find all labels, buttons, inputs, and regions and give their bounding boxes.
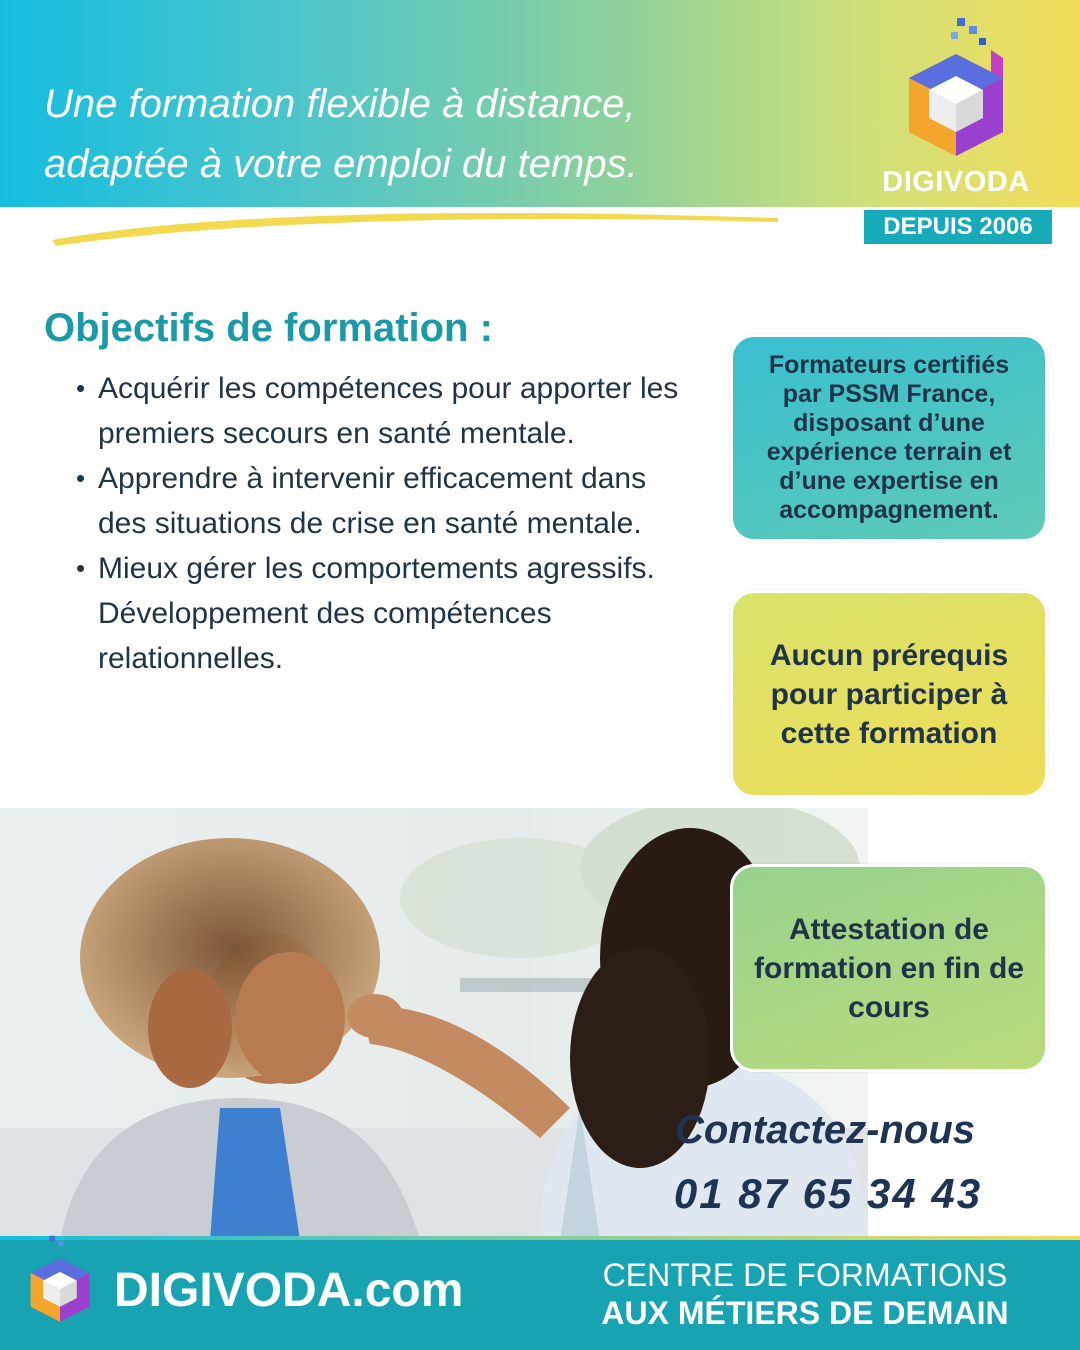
- certificate-info-box: [730, 864, 1048, 1072]
- certificate-info-text: Attestation de formation en fin de cours: [754, 912, 1024, 1024]
- tagline-line-1: Une formation flexible à distance,: [44, 82, 636, 126]
- trainers-info-text: Formateurs certifiés par PSSM France, disposant d’une expérience terrain et d’une expertise en accompagnement.: [766, 351, 1012, 524]
- brand-since-badge: DEPUIS 2006: [864, 210, 1052, 244]
- bullet-icon: •: [76, 463, 86, 493]
- digivoda-footer-logo-icon: [22, 1232, 98, 1328]
- list-item: [76, 456, 696, 546]
- tagline-line-2: adaptée à votre emploi du temps.: [44, 142, 638, 186]
- footer-website-link[interactable]: DIGIVODA.com: [114, 1264, 464, 1317]
- bullet-icon: •: [76, 553, 86, 583]
- objectives-title: Objectifs de formation :: [44, 306, 493, 350]
- prerequisites-info-box: [730, 590, 1048, 798]
- digivoda-logo-icon: [895, 14, 1017, 164]
- yellow-swoosh-decoration: [50, 200, 780, 248]
- list-item: [76, 546, 696, 591]
- objective-text: Mieux gérer les comportements agressifs.: [98, 552, 655, 585]
- objective-extra-text: Développement des compétences relationnelles.: [98, 597, 552, 675]
- bullet-icon: •: [76, 373, 86, 403]
- contact-label: Contactez-nous: [675, 1108, 975, 1152]
- objectives-list: [76, 366, 696, 681]
- trainers-info-box: [730, 334, 1048, 542]
- brand-name: DIGIVODA: [882, 166, 1030, 198]
- objective-text: Acquérir les compétences pour apporter les premiers secours en santé mentale.: [98, 372, 679, 450]
- header-tagline: [44, 74, 804, 194]
- prerequisites-info-text: Aucun prérequis pour participer à cette formation: [769, 638, 1009, 750]
- footer-tagline: [582, 1256, 1028, 1332]
- objective-text: Apprendre à intervenir efficacement dans des situations de crise en santé mentale.: [98, 462, 647, 540]
- list-item: [76, 366, 696, 456]
- footer-tagline-line-1: CENTRE DE FORMATIONS: [602, 1257, 1008, 1293]
- footer-tagline-line-2: AUX MÉTIERS DE DEMAIN: [601, 1295, 1009, 1331]
- contact-phone-link[interactable]: 01 87 65 34 43: [673, 1170, 983, 1217]
